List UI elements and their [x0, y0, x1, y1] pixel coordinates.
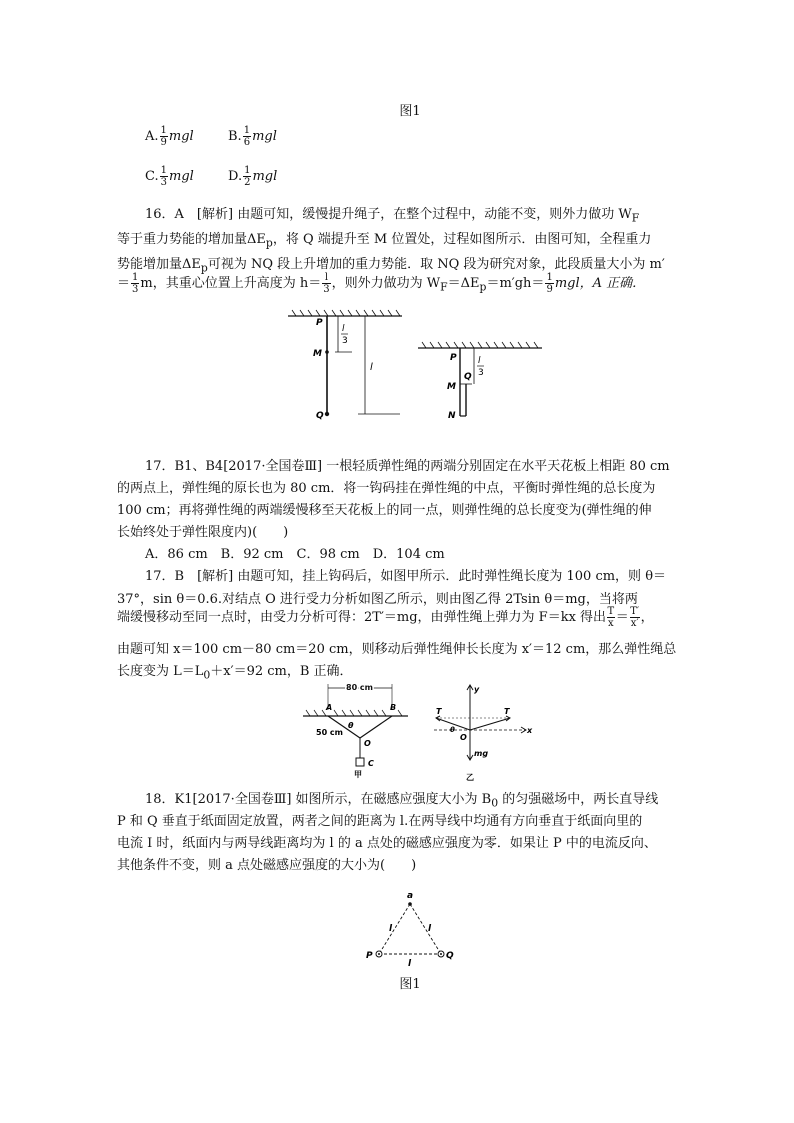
svg-text:甲: 甲 [354, 770, 362, 779]
svg-text:B: B [390, 703, 397, 712]
option-d: D. $\frac{1}{2}$ mgl [228, 165, 278, 188]
svg-text:θ: θ [450, 726, 455, 734]
svg-text:l: l [408, 959, 412, 968]
svg-text:l: l [370, 362, 373, 373]
label-p: P [316, 318, 323, 328]
svg-text:乙: 乙 [466, 773, 474, 782]
q16-solution-line4: ＝ $\frac{1}{3}$ m，其重心位置上升高度为 h＝ $\frac{l}{3}$ ，则外力做功为 $W_F=\Delta E_p=m'gh=$ $\frac{1}{9}$ mgl，A 正确． [117, 272, 646, 295]
svg-text:l: l [389, 924, 393, 934]
svg-text:A: A [326, 703, 333, 712]
svg-text:x: x [527, 726, 533, 735]
triangle-diagram-q18 [360, 888, 460, 968]
svg-text:T: T [504, 707, 510, 716]
figure-caption-bottom: 图1 [399, 977, 421, 992]
q16-solution-line3: 势能增加量$\Delta E_p$可视为 NQ 段上升增加的重力势能．取 NQ 段为研究对象，此段质量大小为 m′ [117, 257, 665, 275]
svg-text:80 cm: 80 cm [346, 683, 373, 692]
label-m: M [313, 349, 322, 359]
rope-diagram-q16 [280, 308, 550, 428]
figure-yi [430, 680, 540, 785]
q17-solution-line5: 长度变为 $L=L_0+x'=92$ cm，B 正确． [117, 664, 353, 682]
svg-text:P: P [366, 951, 373, 961]
svg-text:C: C [368, 759, 374, 768]
q16-solution-line2: 等于重力势能的增加量$\Delta E_p$，将 Q 端提升至 M 位置处，过程如图所示．由图可知，全程重力 [117, 232, 652, 250]
q18-line2: P 和 Q 垂直于纸面固定放置，两者之间的距离为 l.在两导线中均通有方向垂直于纸面向里的 [117, 814, 643, 829]
svg-text:N: N [448, 411, 456, 421]
svg-text:Q: Q [464, 372, 472, 382]
q17-line3: 100 cm；再将弹性绳的两端缓慢移至天花板上的同一点，则弹性绳的总长度变为(弹性绳的伸 [117, 503, 652, 518]
q17-solution-line3: 端缓慢移动至同一点时，由受力分析可得：2T′＝mg，由弹性绳上弹力为 F＝kx 得出 $\frac{T}{x}$ ＝ $\frac{T'}{x'}$ ， [117, 606, 654, 629]
q18-line1: 18．K1[2017·全国卷Ⅲ] 如图所示，在磁感应强度大小为 $B_0$ 的匀强磁场中，两长直导线 [145, 792, 659, 810]
q18-line3: 电流 I 时，纸面内与两导线距离均为 l 的 a 点处的磁感应强度为零．如果让 P 中的电流反向、 [117, 836, 657, 851]
svg-text:mg: mg [474, 749, 489, 758]
figure-caption-top: 图1 [399, 104, 421, 119]
q18-line4: 其他条件不变，则 a 点处磁感应强度的大小为( ) [117, 858, 417, 873]
q17-solution-line1: 17．B [解析] 由题可知，挂上钩码后，如图甲所示．此时弹性绳长度为 100 cm，则 θ＝ [145, 569, 667, 584]
svg-text:P: P [450, 353, 457, 363]
svg-text:θ: θ [348, 721, 354, 730]
q17-line4: 长始终处于弹性限度内)( ) [117, 525, 289, 540]
option-a: A. $\frac{1}{9}$ mgl [145, 125, 194, 148]
svg-text:50 cm: 50 cm [316, 728, 343, 737]
svg-text:O: O [364, 739, 371, 748]
svg-text:Q: Q [446, 951, 454, 961]
svg-text:O: O [460, 733, 467, 742]
q17-options: A．86 cm B．92 cm C．98 cm D．104 cm [145, 547, 445, 562]
svg-text:l: l [478, 356, 481, 366]
svg-text:l: l [428, 924, 432, 934]
q17-solution-line2: 37°，sin θ＝0.6.对结点 O 进行受力分析如图乙所示，则由图乙得 2Tsin θ＝mg，当将两 [117, 592, 638, 607]
svg-text:l: l [342, 324, 345, 334]
q16-solution-line1: 16．A [解析] 由题可知，缓慢提升绳子，在整个过程中，动能不变，则外力做功 $W_F$ [145, 207, 640, 225]
option-c: C. $\frac{1}{3}$ mgl [145, 165, 194, 188]
q17-line2: 的两点上，弹性绳的原长也为 80 cm．将一钩码挂在弹性绳的中点，平衡时弹性绳的总长度为 [117, 481, 656, 496]
svg-text:y: y [474, 685, 480, 694]
svg-text:a: a [407, 891, 414, 901]
label-q: Q [316, 411, 324, 421]
q17-line1: 17．B1、B4[2017·全国卷Ⅲ] 一根轻质弹性绳的两端分别固定在水平天花板上相距 80 cm [145, 459, 670, 474]
svg-text:3: 3 [478, 368, 484, 378]
svg-text:T: T [436, 707, 442, 716]
svg-text:3: 3 [342, 336, 348, 346]
option-b: B. $\frac{1}{6}$ mgl [228, 125, 277, 148]
q17-solution-line4: 由题可知 x＝100 cm－80 cm＝20 cm，则移动后弹性绳伸长长度为 x′＝12 cm，那么弹性绳总 [117, 642, 677, 657]
svg-text:M: M [447, 382, 456, 392]
figure-jia [298, 680, 418, 780]
